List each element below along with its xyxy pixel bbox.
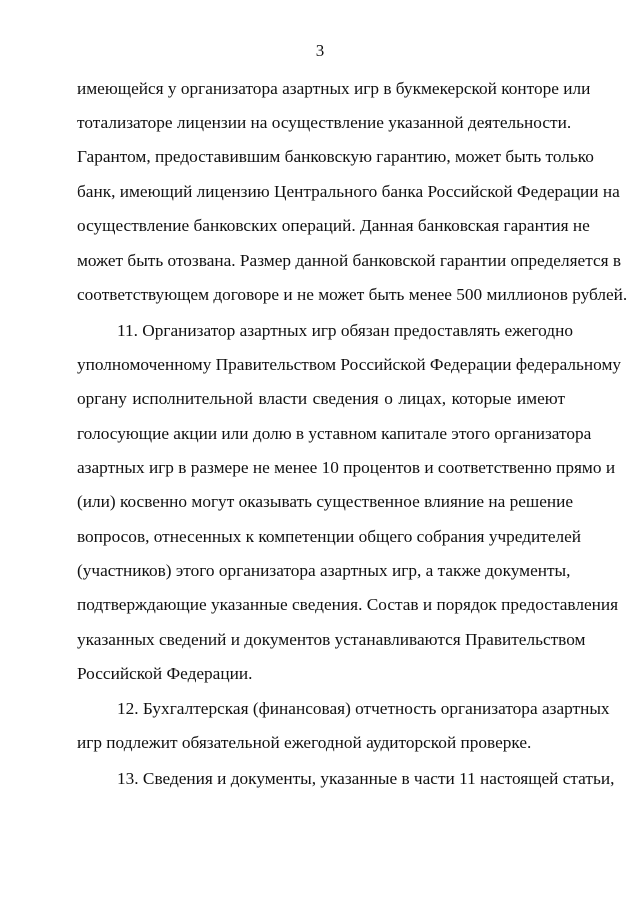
text-line: Российской Федерации.	[77, 664, 253, 683]
paragraph-12-first-line: 12. Бухгалтерская (финансовая) отчетность организатора азартных	[117, 699, 610, 718]
text-line: подтверждающие указанные сведения. Состав и порядок предоставления	[77, 595, 619, 614]
text-line: (участников) этого организатора азартных игр, а также документы,	[77, 561, 571, 580]
text-line: голосующие акции или долю в уставном капитале этого организатора	[77, 424, 592, 443]
text-line: вопросов, отнесенных к компетенции общего собрания учредителей	[77, 527, 582, 546]
text-line: тотализаторе лицензии на осуществление указанной деятельности.	[77, 113, 572, 132]
text-line: уполномоченному Правительством Российской Федерации федеральному	[77, 355, 622, 374]
text-line: соответствующем договоре и не может быть менее 500 миллионов рублей.	[77, 285, 628, 304]
text-line: может быть отозвана. Размер данной банковской гарантии определяется в	[77, 251, 622, 270]
text-line: Гарантом, предоставившим банковскую гарантию, может быть только	[77, 147, 594, 166]
text-line: имеющейся у организатора азартных игр в букмекерской конторе или	[77, 79, 591, 98]
text-line: органу исполнительной власти сведения о лицах, которые имеют	[77, 389, 565, 408]
text-line: осуществление банковских операций. Данная банковская гарантия не	[77, 216, 590, 235]
text-line: игр подлежит обязательной ежегодной аудиторской проверке.	[77, 733, 532, 752]
text-line: указанных сведений и документов устанавливаются Правительством	[77, 630, 586, 649]
text-line: азартных игр в размере не менее 10 процентов и соответственно прямо и	[77, 458, 616, 477]
paragraph-11-first-line: 11. Организатор азартных игр обязан предоставлять ежегодно	[117, 321, 573, 340]
text-line: (или) косвенно могут оказывать существенное влияние на решение	[77, 492, 574, 511]
text-line: банк, имеющий лицензию Центрального банка Российской Федерации на	[77, 182, 620, 201]
paragraph-13-first-line: 13. Сведения и документы, указанные в части 11 настоящей статьи,	[117, 769, 615, 788]
page-number: 3	[315, 41, 325, 60]
